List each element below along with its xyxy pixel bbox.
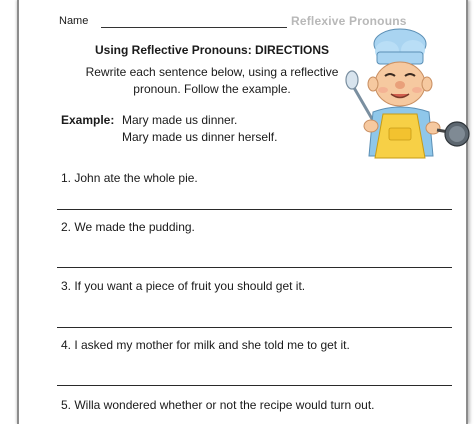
worksheet-header-title: Reflexive Pronouns — [291, 14, 407, 28]
example-sentence: Mary made us dinner. — [122, 113, 238, 127]
answer-line-1[interactable] — [57, 209, 452, 210]
question-3: 3. If you want a piece of fruit you should get it. — [61, 279, 306, 293]
example-answer: Mary made us dinner herself. — [122, 130, 278, 144]
answer-line-3[interactable] — [57, 327, 452, 328]
question-2: 2. We made the pudding. — [61, 220, 195, 234]
example-label: Example: — [61, 113, 115, 127]
chef-illustration-icon — [345, 24, 470, 164]
name-label: Name — [59, 15, 89, 27]
question-1: 1. John ate the whole pie. — [61, 171, 198, 185]
answer-line-2[interactable] — [57, 267, 452, 268]
directions-title: Using Reflective Pronouns: DIRECTIONS — [95, 43, 330, 57]
directions-text: Rewrite each sentence below, using a reflective pronoun. Follow the example. — [85, 65, 339, 96]
question-5: 5. Willa wondered whether or not the recipe would turn out. — [61, 398, 375, 412]
answer-line-4[interactable] — [57, 385, 452, 386]
question-4: 4. I asked my mother for milk and she told me to get it. — [61, 338, 350, 352]
name-field-line[interactable] — [101, 27, 287, 28]
